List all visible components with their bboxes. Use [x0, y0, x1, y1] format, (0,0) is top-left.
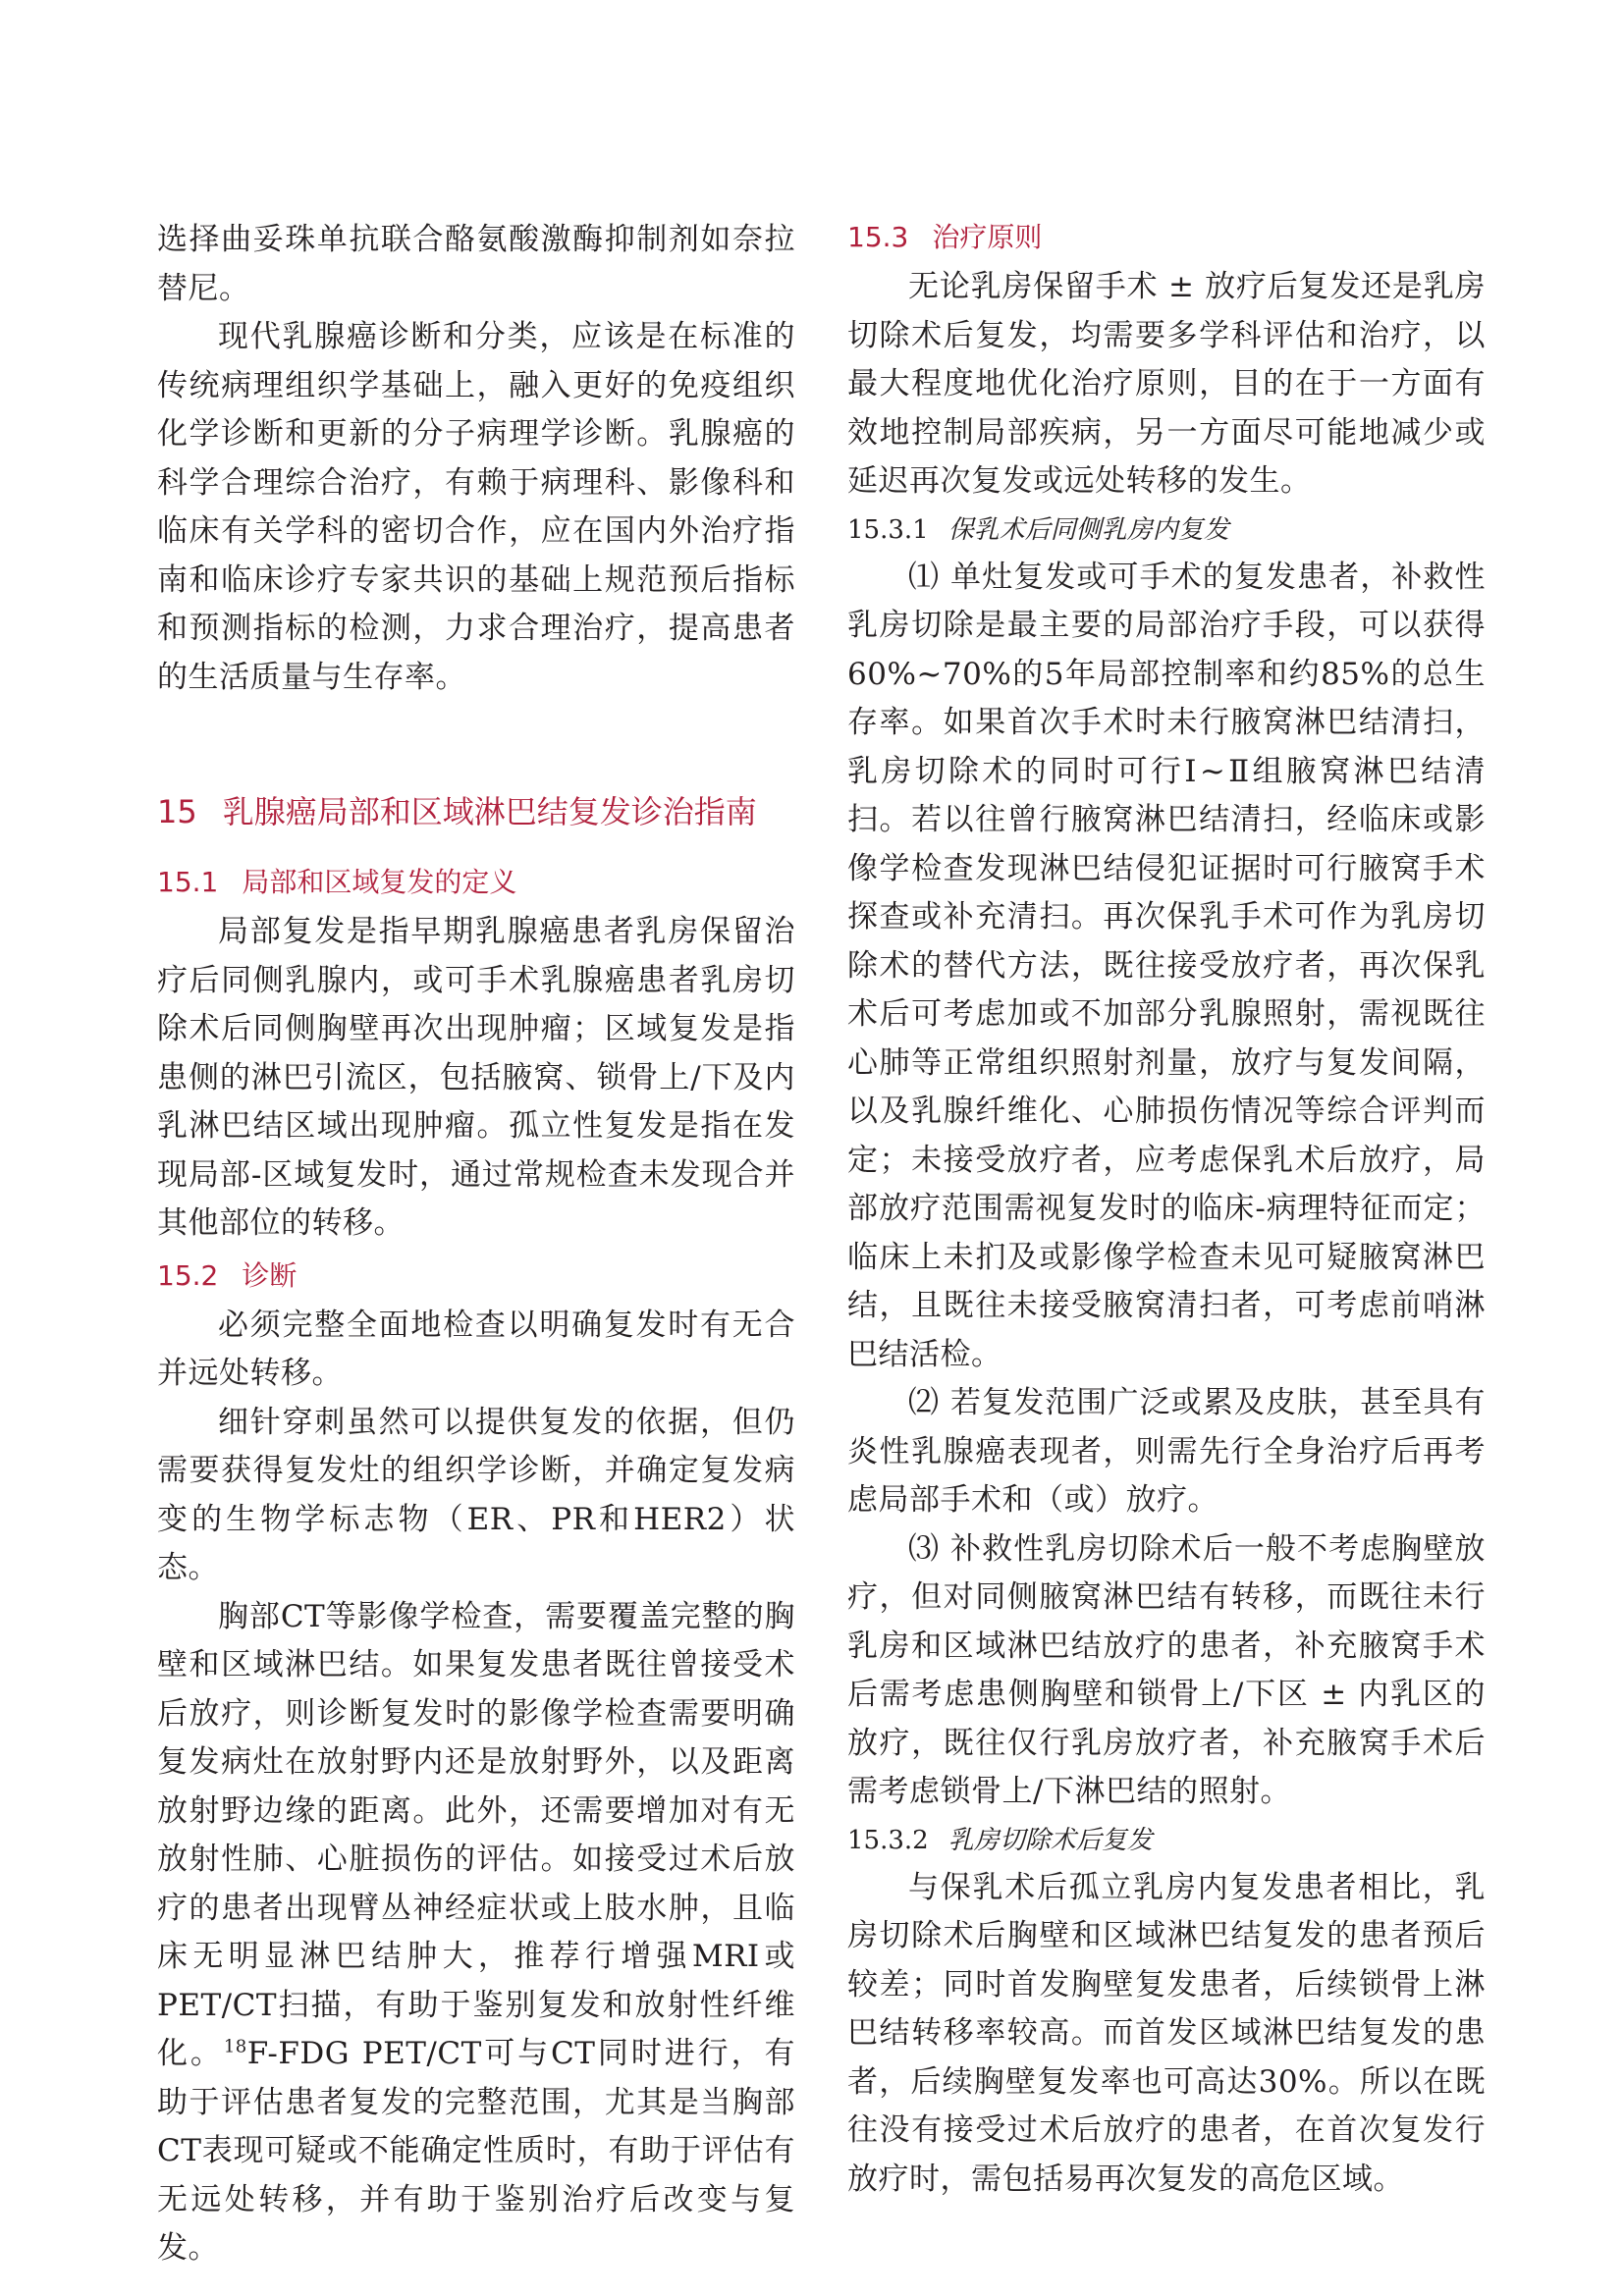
paragraph-modern-diagnosis: 现代乳腺癌诊断和分类，应该是在标准的传统病理组织学基础上，融入更好的免疫组织化学诊断和更新的分子病理学诊断。乳腺癌的科学合理综合治疗，有赖于病理科、影像科和临床有关学科的密切合作，应在国内外治疗指南和临床诊疗专家共识的基础上规范预后指标和预测指标的检测，力求合理治疗，提高患者的生活质量与生存率。	[157, 319, 795, 695]
subsubsection-number: 15.3.2	[847, 1825, 929, 1855]
section-title: 乳腺癌局部和区域淋巴结复发诊治指南	[222, 793, 757, 830]
subsection-heading-15-3	[847, 216, 1486, 259]
subsection-number: 15.1	[157, 866, 219, 898]
right-column	[847, 216, 1486, 2204]
paragraph-ipsilateral-2: ⑵ 若复发范围广泛或累及皮肤，甚至具有炎性乳腺癌表现者，则需先行全身治疗后再考虑局部手术和（或）放疗。	[847, 1385, 1486, 1518]
diagnosis-3-text-b: F-FDG PET/CT可与CT同时进行，有助于评估患者复发的完整范围，尤其是当胸部CT表现可疑或不能确定性质时，有助于评估有无远处转移，并有助于鉴别治疗后改变与复发。	[157, 2036, 795, 2266]
subsubsection-title: 保乳术后同侧乳房内复发	[947, 514, 1229, 545]
paragraph-diagnosis-1: 必须完整全面地检查以明确复发时有无合并远处转移。	[157, 1307, 795, 1391]
subsection-number: 15.3	[847, 221, 909, 253]
superscript-18: 18	[223, 2036, 247, 2057]
subsection-heading-15-1	[157, 861, 795, 904]
subsubsection-heading-15-3-1	[847, 508, 1486, 552]
paragraph-diagnosis-3	[157, 1593, 795, 2273]
left-column	[157, 216, 795, 2273]
subsection-number: 15.2	[157, 1258, 219, 1292]
subsubsection-title: 乳房切除术后复发	[947, 1825, 1153, 1855]
subsection-heading-15-2	[157, 1255, 795, 1298]
paragraph-ipsilateral-1: ⑴ 单灶复发或可手术的复发患者，补救性乳房切除是最主要的局部治疗手段，可以获得60%~70%的5年局部控制率和约85%的总生存率。如果首次手术时未行腋窝淋巴结清扫，乳房切除术的同时可行Ⅰ~Ⅱ组腋窝淋巴结清扫。若以往曾行腋窝淋巴结清扫，经临床或影像学检查发现淋巴结侵犯证据时可行腋窝手术探查或补充清扫。再次保乳手术可作为乳房切除术的替代方法，既往接受放疗者，再次保乳术后可考虑加或不加部分乳腺照射，需视既往心肺等正常组织照射剂量，放疗与复发间隔，以及乳腺纤维化、心肺损伤情况等综合评判而定；未接受放疗者，应考虑保乳术后放疗，局部放疗范围需视复发时的临床-病理特征而定；临床上未扪及或影像学检查未见可疑腋窝淋巴结，且既往未接受腋窝清扫者，可考虑前哨淋巴结活检。	[847, 559, 1486, 1372]
section-number: 15	[157, 793, 197, 830]
paragraph-continuation: 选择曲妥珠单抗联合酪氨酸激酶抑制剂如奈拉替尼。	[157, 222, 795, 306]
paragraph-ipsilateral-3: ⑶ 补救性乳房切除术后一般不考虑胸壁放疗，但对同侧腋窝淋巴结有转移，而既往未行乳房和区域淋巴结放疗的患者，补充腋窝手术后需考虑患侧胸壁和锁骨上/下区 ± 内乳区的放疗，既往仅行乳房放疗者，补充腋窝手术后需考虑锁骨上/下淋巴结的照射。	[847, 1530, 1486, 1809]
subsection-title: 局部和区域复发的定义	[242, 866, 517, 898]
section-heading-15	[157, 788, 795, 835]
paragraph-diagnosis-2: 细针穿刺虽然可以提供复发的依据，但仍需要获得复发灶的组织学诊断，并确定复发病变的生物学标志物（ER、PR和HER2）状态。	[157, 1404, 795, 1585]
diagnosis-3-text-a: 胸部CT等影像学检查，需要覆盖完整的胸壁和区域淋巴结。如果复发患者既往曾接受术后放疗，则诊断复发时的影像学检查需要明确复发病灶在放射野内还是放射野外，以及距离放射野边缘的距离。此外，还需要增加对有无放射性肺、心脏损伤的评估。如接受过术后放疗的患者出现臂丛神经症状或上肢水肿，且临床无明显淋巴结肿大，推荐行增强MRI或PET/CT扫描，有助于鉴别复发和放射性纤维化。	[157, 1598, 795, 2071]
subsubsection-heading-15-3-2	[847, 1819, 1486, 1862]
paragraph-post-mastectomy: 与保乳术后孤立乳房内复发患者相比，乳房切除术后胸壁和区域淋巴结复发的患者预后较差；同时首发胸壁复发患者，后续锁骨上淋巴结转移率较高。而首发区域淋巴结复发的患者，后续胸壁复发率也可高达30%。所以在既往没有接受过术后放疗的患者，在首次复发行放疗时，需包括易再次复发的高危区域。	[847, 1869, 1486, 2197]
subsection-title: 治疗原则	[932, 221, 1043, 253]
subsubsection-number: 15.3.1	[847, 514, 929, 545]
paragraph-treatment-principle: 无论乳房保留手术 ± 放疗后复发还是乳房切除术后复发，均需要多学科评估和治疗，以最大程度地优化治疗原则，目的在于一方面有效地控制局部疾病，另一方面尽可能地减少或延迟再次复发或远处转移的发生。	[847, 269, 1486, 499]
paragraph-definition: 局部复发是指早期乳腺癌患者乳房保留治疗后同侧乳腺内，或可手术乳腺癌患者乳房切除术后同侧胸壁再次出现肿瘤；区域复发是指患侧的淋巴引流区，包括腋窝、锁骨上/下及内乳淋巴结区域出现肿瘤。孤立性复发是指在发现局部-区域复发时，通过常规检查未发现合并其他部位的转移。	[157, 914, 795, 1241]
subsection-title: 诊断	[242, 1258, 298, 1292]
